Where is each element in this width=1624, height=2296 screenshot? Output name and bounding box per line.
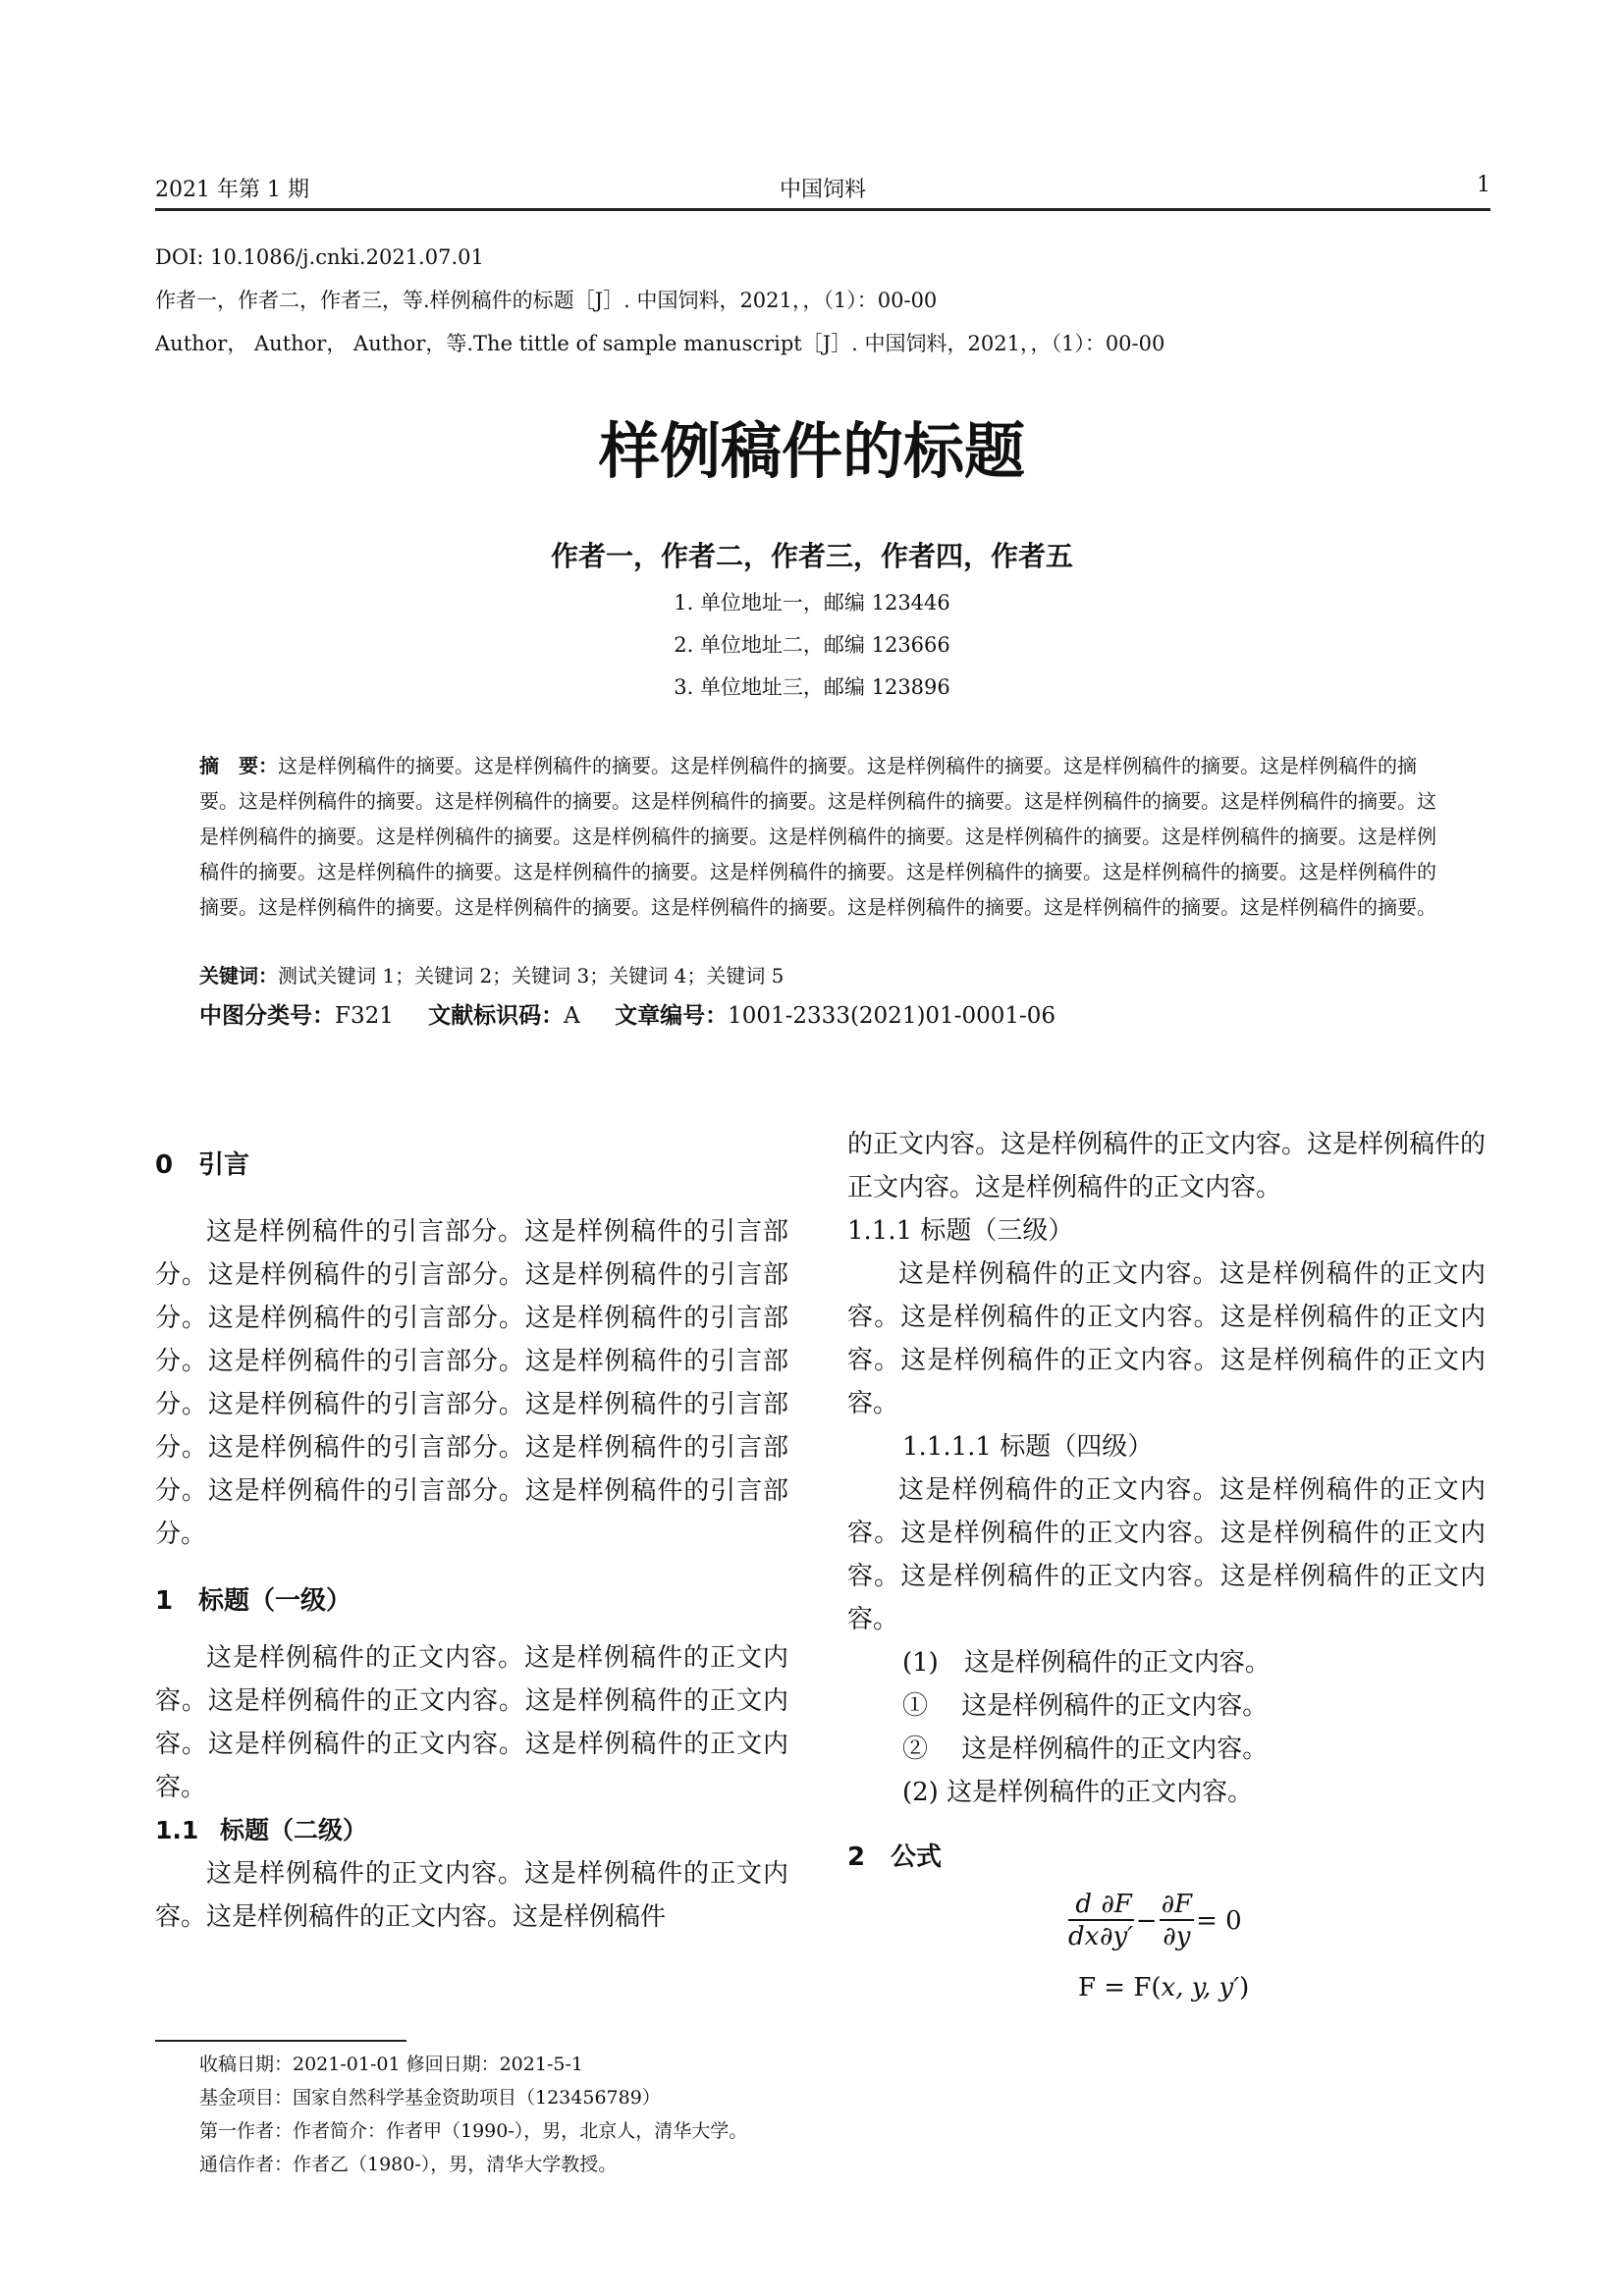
affiliations [0,582,1624,709]
section-1-1-heading [155,1809,788,1852]
abstract-label: 摘 要： [199,754,278,777]
section-1-1-1-paragraph: 这是样例稿件的正文内容。这是样例稿件的正文内容。这是样例稿件的正文内容。这是样例稿件的正文内容。这是样例稿件的正文内容。这是样例稿件的正文内容。 [847,1259,1486,1418]
section-number: 1.1 [155,1816,199,1844]
footnote-corresponding: 通信作者：作者乙（1980-），男，清华大学教授。 [199,2154,618,2175]
left-column [155,1144,788,1939]
formula-close: ) [1239,1973,1250,2002]
intro-paragraph: 这是样例稿件的引言部分。这是样例稿件的引言部分。这是样例稿件的引言部分。这是样例稿件的引言部分。这是样例稿件的引言部分。这是样例稿件的引言部分。这是样例稿件的引言部分。这是样例稿件的引言部分。这是样例稿件的引言部分。这是样例稿件的引言部分。这是样例稿件的引言部分。这是样例稿件的引言部分。这是样例稿件的引言部分。这是样例稿件的引言部分。 [155,1217,788,1549]
clc-value: F321 [335,1003,394,1029]
fraction-d-dx [1068,1890,1099,1952]
fraction-dF-dy [1160,1890,1194,1952]
journal-name: 中国饲料 [779,178,866,202]
article-title: 样例稿件的标题 [598,415,1025,487]
section-title: 标题（二级） [220,1816,368,1844]
issue-info: 2021 年第 1 期 [155,178,309,202]
section-number: 1 [155,1586,174,1616]
numerator: ∂F [1161,1890,1193,1919]
doc-code-label: 文献标识码： [428,1003,565,1029]
doc-code-value: A [564,1003,580,1029]
section-1-paragraph: 这是样例稿件的正文内容。这是样例稿件的正文内容。这是样例稿件的正文内容。这是样例稿件的正文内容。这是样例稿件的正文内容。这是样例稿件的正文内容。 [155,1643,788,1802]
formula-lhs: F = F( [1078,1973,1162,2002]
section-2-heading [847,1836,1486,1879]
section-title: 引言 [198,1150,250,1180]
clc-label: 中图分类号： [199,1003,335,1029]
header-rule [155,208,1490,211]
author-list: 作者一，作者二，作者三，作者四，作者五 [550,540,1073,572]
citation-meta [155,236,1490,365]
section-1-1-1-heading: 1.1.1 标题（三级） [847,1216,1074,1246]
section-1-1-1-1-paragraph: 这是样例稿件的正文内容。这是样例稿件的正文内容。这是样例稿件的正文内容。这是样例稿件的正文内容。这是样例稿件的正文内容。这是样例稿件的正文内容。 [847,1475,1486,1634]
section-number: 0 [155,1150,174,1180]
section-0-heading [155,1144,788,1187]
functional-definition [1078,1973,1249,2002]
article-no-label: 文章编号： [615,1003,729,1029]
numerator: ∂F [1101,1890,1132,1919]
list-item: ① 这是样例稿件的正文内容。 [902,1691,1269,1721]
list-item: (1) 这是样例稿件的正文内容。 [902,1648,1271,1678]
footnote-dates: 收稿日期：2021-01-01 修回日期：2021-5-1 [199,2054,583,2075]
equals-zero: = 0 [1196,1906,1242,1936]
keywords [199,958,1442,993]
denominator: ∂y [1163,1922,1191,1951]
footnote-rule [155,2040,406,2042]
euler-lagrange-equation [1068,1890,1265,1952]
continued-paragraph: 的正文内容。这是样例稿件的正文内容。这是样例稿件的正文内容。这是样例稿件的正文内容。 [847,1130,1487,1202]
footnote-first-author: 第一作者：作者简介：作者甲（1990-），男，北京人，清华大学。 [199,2120,748,2142]
denominator: dx [1068,1922,1100,1951]
affiliation-1: 1. 单位地址一，邮编 123446 [674,591,950,614]
minus-sign: − [1135,1906,1158,1936]
section-1-1-1-1-heading: 1.1.1.1 标题（四级） [902,1432,1154,1462]
section-1-1-paragraph: 这是样例稿件的正文内容。这是样例稿件的正文内容。这是样例稿件的正文内容。这是样例稿件 [155,1859,788,1932]
section-1-heading [155,1579,788,1623]
abstract [199,748,1442,925]
page-number: 1 [1477,173,1490,197]
citation-cn: 作者一，作者二，作者三，等.样例稿件的标题［J］. 中国饲料，2021，，（1）：00-00 [155,289,938,312]
right-column [847,1123,1486,1879]
running-header [155,167,1490,206]
section-number: 2 [847,1842,866,1872]
doi-line[interactable]: DOI: 10.1086/j.cnki.2021.07.01 [155,245,484,269]
affiliation-2: 2. 单位地址二，邮编 123666 [674,633,950,657]
list-item: (2) 这是样例稿件的正文内容。 [902,1778,1254,1807]
list-item: ② 这是样例稿件的正文内容。 [902,1735,1269,1764]
footnotes [199,2048,747,2181]
keywords-label: 关键词： [199,964,278,988]
citation-en: Author， Author， Author，等.The tittle of sample manuscript［J］. 中国饲料，2021，，（1）：00-00 [155,332,1165,355]
section-title: 公式 [891,1842,943,1872]
footnote-funding: 基金项目：国家自然科学基金资助项目（123456789） [199,2087,661,2109]
affiliation-3: 3. 单位地址三，邮编 123896 [674,675,950,699]
numerator: d [1068,1890,1099,1921]
formula-args: x, y, y′ [1161,1973,1240,2002]
classification-line [199,997,1442,1030]
denominator: ∂y′ [1100,1922,1134,1951]
article-no-value: 1001-2333(2021)01-0001-06 [728,1003,1056,1029]
section-title: 标题（一级） [198,1586,352,1616]
keywords-text: 测试关键词 1；关键词 2；关键词 3；关键词 4；关键词 5 [278,964,785,988]
abstract-text: 这是样例稿件的摘要。这是样例稿件的摘要。这是样例稿件的摘要。这是样例稿件的摘要。这是样例稿件的摘要。这是样例稿件的摘要。这是样例稿件的摘要。这是样例稿件的摘要。这是样例稿件的摘要。这是样例稿件的摘要。这是样例稿件的摘要。这是样例稿件的摘要。这是样例稿件的摘要。这是样例稿件的摘要。这是样例稿件的摘要。这是样例稿件的摘要。这是样例稿件的摘要。这是样例稿件的摘要。这是样例稿件的摘要。这是样例稿件的摘要。这是样例稿件的摘要。这是样例稿件的摘要。这是样例稿件的摘要。这是样例稿件的摘要。这是样例稿件的摘要。这是样例稿件的摘要。这是样例稿件的摘要。这是样例稿件的摘要。这是样例稿件的摘要。这是样例稿件的摘要。这是样例稿件的摘要。 [199,754,1436,919]
fraction-dF-dyprime [1099,1890,1133,1952]
